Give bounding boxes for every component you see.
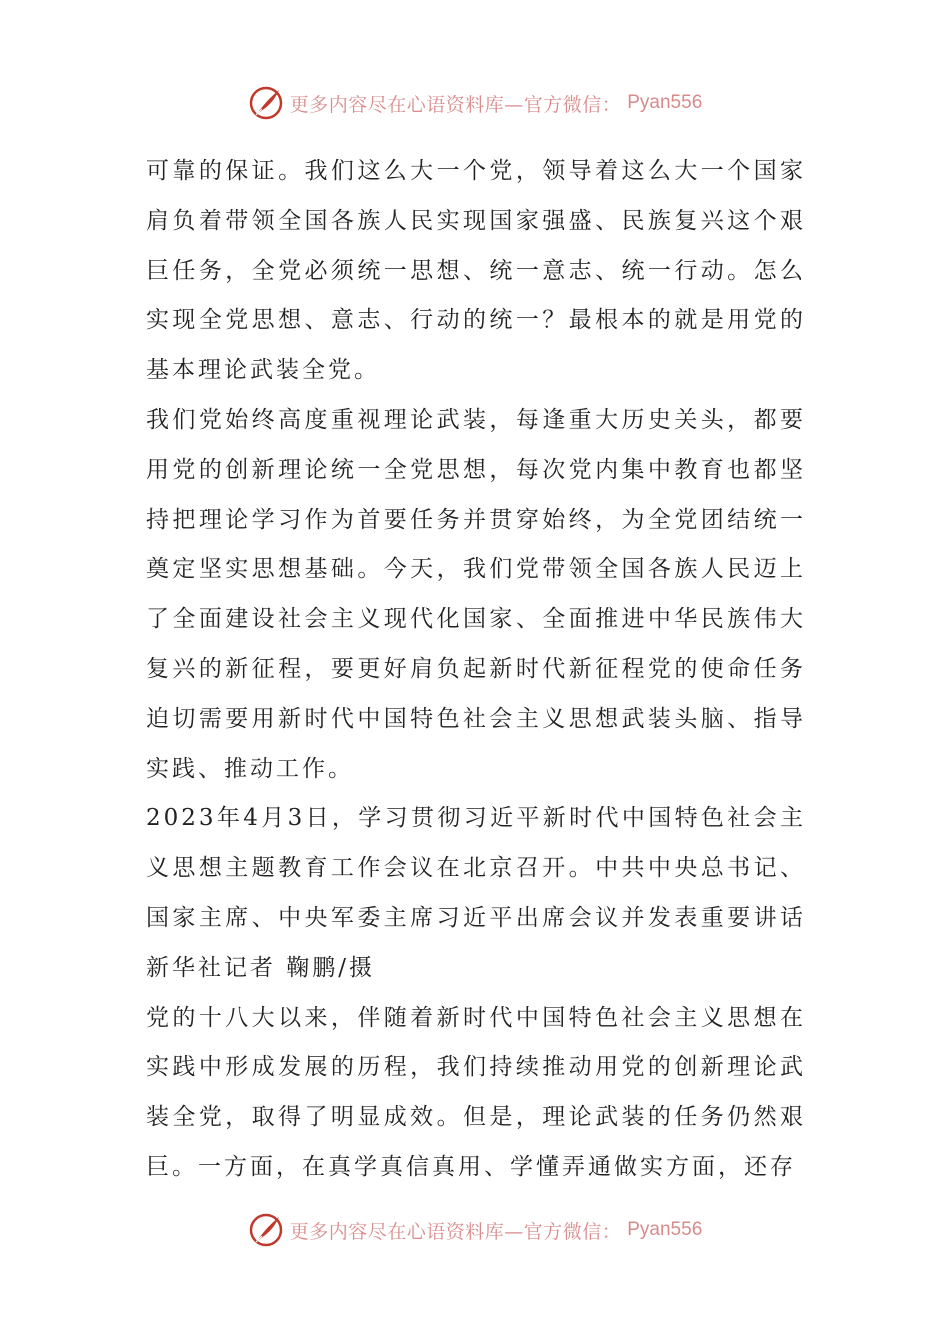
paragraph-line: 了全面建设社会主义现代化国家、全面推进中华民族伟大 bbox=[146, 606, 806, 633]
paragraph-line: 持把理论学习作为首要任务并贯穿始终，为全党团结统一 bbox=[146, 506, 806, 533]
paragraph-line: 巨任务，全党必须统一思想、统一意志、统一行动。怎么 bbox=[146, 257, 806, 284]
paragraph-line: 复兴的新征程，要更好肩负起新时代新征程党的使命任务 bbox=[146, 655, 806, 682]
quill-pen-logo-icon bbox=[248, 1212, 284, 1248]
article-body bbox=[146, 147, 806, 1193]
footer-wechat-id: Pyan556 bbox=[627, 1219, 703, 1240]
header-wechat-id: Pyan556 bbox=[627, 92, 703, 113]
paragraph-1 bbox=[146, 147, 806, 396]
paragraph-line: 实践、推动工作。 bbox=[146, 755, 354, 782]
caption-line: 2023年4月3日，学习贯彻习近平新时代中国特色社会主 bbox=[146, 805, 806, 832]
paragraph-2 bbox=[146, 396, 806, 794]
paragraph-line: 党的十八大以来，伴随着新时代中国特色社会主义思想在 bbox=[146, 1004, 806, 1031]
paragraph-line: 迫切需要用新时代中国特色社会主义思想武装头脑、指导 bbox=[146, 705, 806, 732]
header-banner bbox=[0, 83, 950, 123]
footer-banner-text: 更多内容尽在心语资料库—官方微信： bbox=[289, 1220, 622, 1243]
paragraph-line: 可靠的保证。我们这么大一个党，领导着这么大一个国家 bbox=[146, 158, 806, 184]
caption-line: 新华社记者 鞠鹏/摄 bbox=[146, 954, 376, 981]
caption-line: 国家主席、中央军委主席习近平出席会议并发表重要讲话 bbox=[146, 904, 806, 931]
paragraph-line: 巨。一方面，在真学真信真用、学懂弄通做实方面，还存 bbox=[146, 1153, 796, 1180]
paragraph-line: 肩负着带领全国各族人民实现国家强盛、民族复兴这个艰 bbox=[146, 207, 806, 234]
paragraph-line: 用党的创新理论统一全党思想，每次党内集中教育也都坚 bbox=[146, 456, 806, 483]
footer-banner bbox=[0, 1210, 950, 1250]
paragraph-line: 奠定坚实思想基础。今天，我们党带领全国各族人民迈上 bbox=[146, 556, 806, 583]
photo-caption bbox=[146, 794, 806, 993]
paragraph-line: 我们党始终高度重视理论武装，每逢重大历史关头，都要 bbox=[146, 406, 806, 433]
paragraph-line: 实现全党思想、意志、行动的统一？最根本的就是用党的 bbox=[146, 307, 806, 334]
paragraph-line: 实践中形成发展的历程，我们持续推动用党的创新理论武 bbox=[146, 1054, 806, 1081]
paragraph-line: 装全党，取得了明显成效。但是，理论武装的任务仍然艰 bbox=[146, 1104, 806, 1131]
paragraph-line: 基本理论武装全党。 bbox=[146, 357, 380, 384]
quill-pen-logo-icon bbox=[248, 85, 284, 121]
caption-line: 义思想主题教育工作会议在北京召开。中共中央总书记、 bbox=[146, 855, 806, 882]
header-banner-text: 更多内容尽在心语资料库—官方微信： bbox=[289, 93, 622, 116]
paragraph-3 bbox=[146, 994, 806, 1193]
